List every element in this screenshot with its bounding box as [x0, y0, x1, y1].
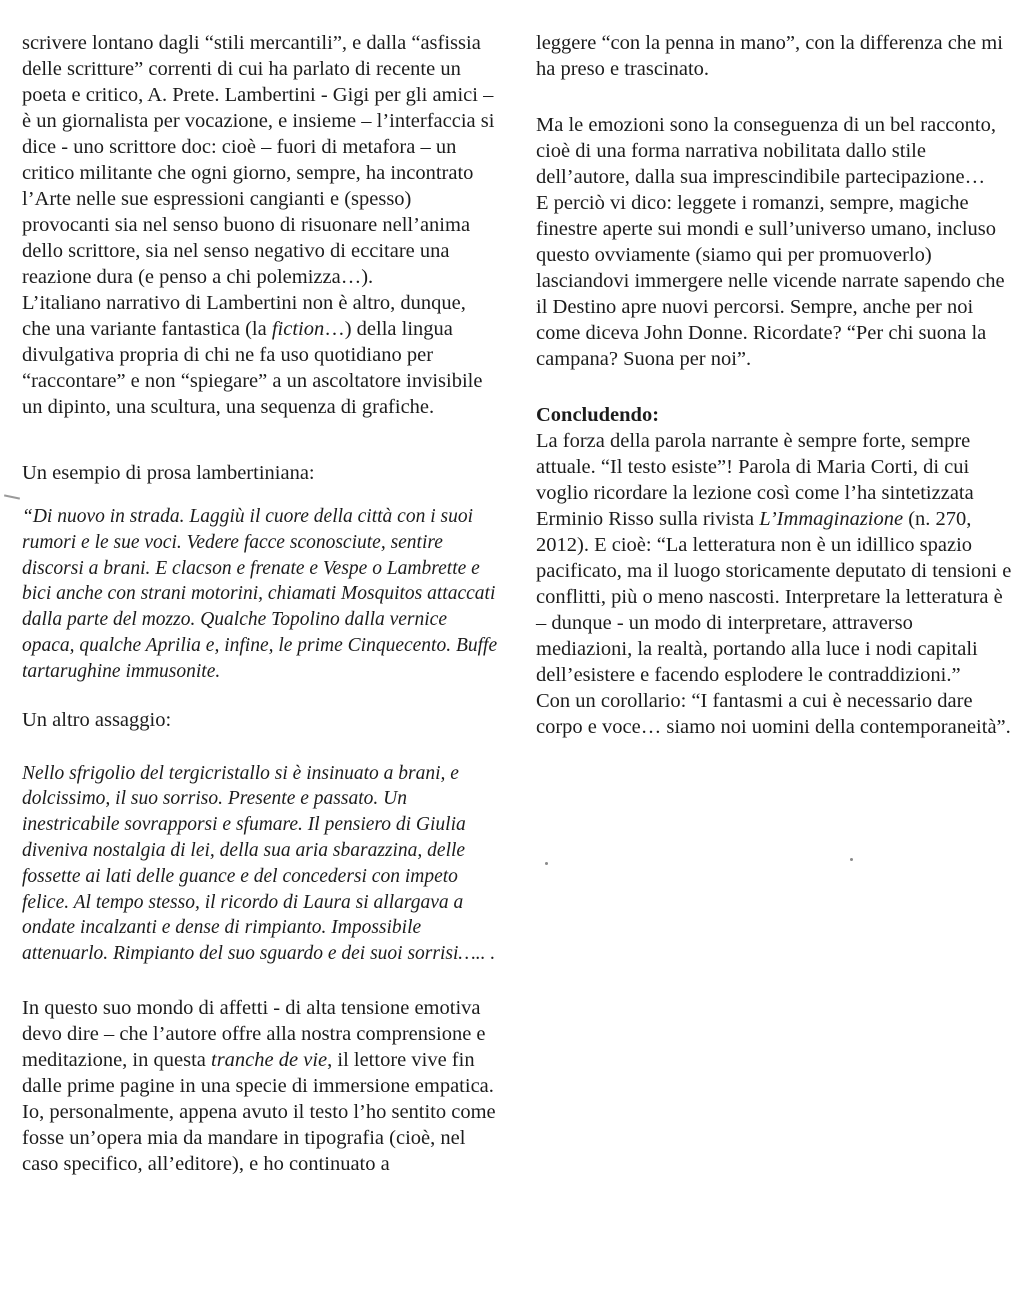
section-heading: Concludendo:: [536, 404, 660, 426]
right-paragraph-2: Ma le emozioni sono la conseguenza di un bel racconto, cioè di una forma narrativa nobilitata dallo stile dell’autore, dalla sua imprescindibile partecipazione…: [536, 114, 996, 188]
right-paragraph-5: Con un corollario: “I fantasmi a cui è necessario dare corpo e voce… siamo noi uomini della contemporaneità”.: [536, 690, 1011, 738]
emphasis: L’Immaginazione: [759, 508, 904, 530]
right-paragraph-1: leggere “con la penna in mano”, con la differenza che mi ha preso e trascinato.: [536, 32, 1003, 80]
left-column: [22, 30, 498, 1177]
emphasis: tranche de vie: [211, 1048, 328, 1071]
quotation-1: “Di nuovo in strada. Laggiù il cuore della città con i suoi rumori e le sue voci. Vedere facce sconosciute, sentire discorsi a brani. E clacson e frenate e Vespe o Lambrette e bici anche con strani motorini, chiamati Mosquitos attaccati dalla parte del mozzo. Qualche Topolino dalla vernice opaca, qualche Aprilia e, infine, le prime Cinquecento. Buffe tartarughine immusonite.: [22, 506, 498, 682]
quotation-2: Nello sfrigolio del tergicristallo si è insinuato a brani, e dolcissimo, il suo sorriso. Presente e passato. Un inestricabile sovrapporsi e sfumare. Il pensiero di Giulia diveniva nostalgia di lei, della sua aria sbarazzina, delle fossette ai lati delle guance e del concedersi con impeto felice. Al tempo stesso, il ricordo di Laura si allargava a ondate incalzanti e dense di rimpianto. Impossibile attenuarlo. Rimpianto del suo sguardo e dei suoi sorrisi….. .: [22, 762, 496, 965]
emphasis: fiction: [271, 318, 325, 340]
scan-speck: [545, 862, 548, 865]
left-paragraph-1: scrivere lontano dagli “stili mercantili”, e dalla “asfissia delle scritture” correnti di cui ha parlato di recente un poeta e critico, A. Prete. Lambertini - Gigi per gli amici – è un giornalista per vocazione, e insieme – l’interfaccia si dice - uno scrittore doc: cioè – fuori di metafora – un critico militante che ogni giorno, sempre, ha incontrato l’Arte nelle sue espressioni cangianti e (spesso) provocanti sia nel senso buono di risuonare nell’anima dello scrittore, sia nel senso negativo di eccitare una reazione dura (e penso a chi polemizza…).: [22, 32, 495, 288]
scan-mark: [4, 494, 20, 499]
left-paragraph-3: Un esempio di prosa lambertiniana:: [22, 462, 315, 484]
right-paragraph-3: E perciò vi dico: leggete i romanzi, sempre, magiche finestre aperte sui mondi e sull’universo umano, incluso questo ovviamente (siamo qui per promuoverlo) lasciandovi immergere nelle vicende narrate sapendo che il Destino apre nuovi percorsi. Sempre, anche per noi come diceva John Donne. Ricordate? “Per chi suona la campana? Suona per noi”.: [536, 192, 1005, 370]
left-paragraph-5: In questo suo mondo di affetti - di alta tensione emotiva devo dire – che l’autore offre alla nostra comprensione e meditazione, in questa tranche de vie, il lettore vive fin dalle prime pagine in una specie di immersione empatica. Io, personalmente, appena avuto il testo l’ho sentito come fosse un’opera mia da mandare in tipografia (cioè, nel caso specifico, all’editore), e ho continuato a: [22, 996, 496, 1175]
left-paragraph-4: Un altro assaggio:: [22, 708, 172, 731]
scan-speck: [850, 858, 853, 861]
right-column: [536, 30, 1014, 740]
left-paragraph-2: L’italiano narrativo di Lambertini non è altro, dunque, che una variante fantastica (la fiction…) della lingua divulgativa propria di chi ne fa uso quotidiano per “raccontare” e non “spiegare” a un ascoltatore invisibile un dipinto, una scultura, una sequenza di grafiche.: [22, 292, 483, 418]
right-paragraph-4: La forza della parola narrante è sempre forte, sempre attuale. “Il testo esiste”! Parola di Maria Corti, di cui voglio ricordare la lezione così come l’ha sintetizzata Erminio Risso sulla rivista L’Immaginazione (n. 270, 2012). E cioè: “La letteratura non è un idillico spazio pacificato, ma il luogo storicamente deputato di tensioni e conflitti, più o meno nascosti. Interpretare la letteratura è – dunque - un modo di interpretare, attraverso mediazioni, la realtà, portando alla luce i nodi capitali dell’esistere e facendo esplodere le contraddizioni.”: [536, 430, 1012, 686]
